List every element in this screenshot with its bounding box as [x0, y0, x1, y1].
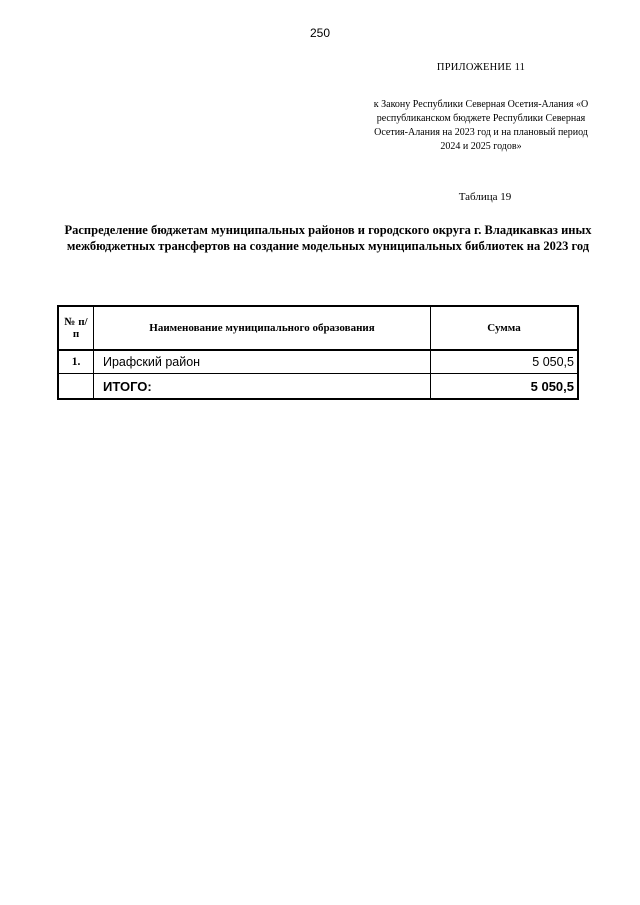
table-total-row — [58, 374, 578, 400]
row-amount: 5 050,5 — [431, 350, 579, 374]
header-amount: Сумма — [431, 306, 579, 350]
total-num-cell — [58, 374, 94, 400]
document-title: Распределение бюджетам муниципальных районов и городского округа г. Владикавказ иных межбюджетных трансфертов на создание модельных муниципальных библиотек на 2023 год — [64, 223, 592, 253]
appendix-description: к Закону Республики Северная Осетия-Алания «О республиканском бюджете Республики Северная Осетия-Алания на 2023 год и на плановый период 2024 и 2025 годов» — [373, 99, 589, 152]
header-name: Наименование муниципального образования — [94, 306, 431, 350]
page-number: 250 — [309, 26, 331, 40]
table-row — [58, 350, 578, 374]
total-amount: 5 050,5 — [431, 374, 579, 400]
budget-table — [57, 305, 579, 400]
header-num: № п/п — [58, 306, 94, 350]
row-num: 1. — [58, 350, 94, 374]
row-name: Ирафский район — [94, 350, 431, 374]
table-header-row — [58, 306, 578, 350]
table-caption: Таблица 19 — [458, 191, 512, 203]
appendix-title: ПРИЛОЖЕНИЕ 11 — [436, 62, 526, 73]
total-label: ИТОГО: — [94, 374, 431, 400]
